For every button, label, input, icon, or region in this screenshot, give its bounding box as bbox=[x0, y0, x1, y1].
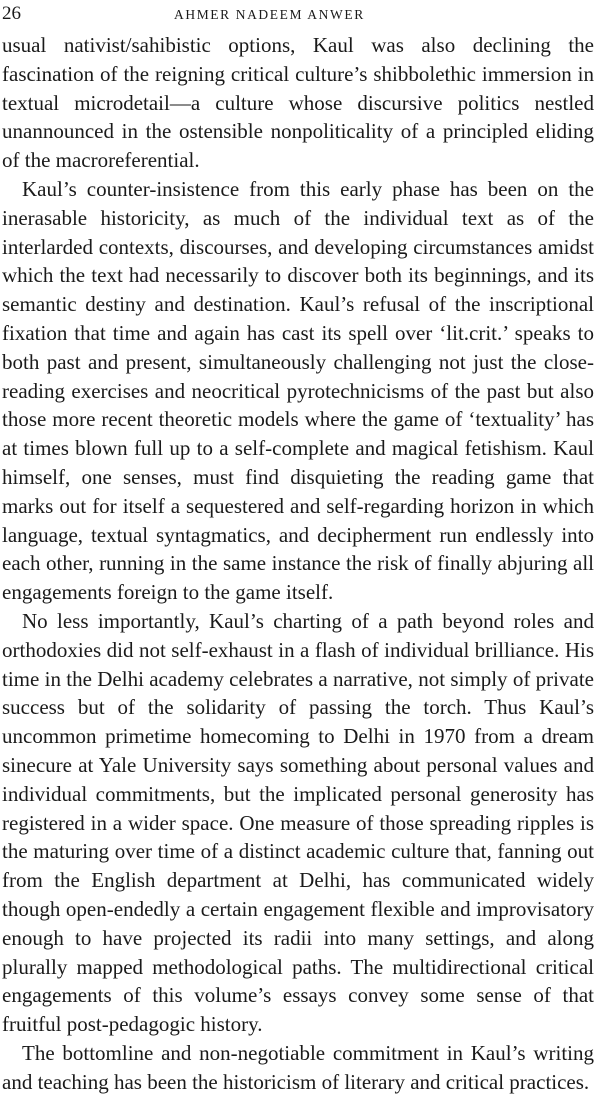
paragraph: The bottomline and non-negotiable commitment in Kaul’s writing and teaching has been the historicism of literary and critical practices. bbox=[2, 1040, 594, 1094]
page-number: 26 bbox=[2, 3, 21, 24]
running-title: AHMER NADEEM ANWER bbox=[174, 7, 365, 22]
paragraph: Kaul’s counter-insistence from this early phase has been on the inerasable historicity, as much of the individual text as of the interlarded contexts, discourses, and developing circumstances amidst which the text had necessarily to discover both its beginnings, and its semantic destiny and destination. Kaul’s refusal of the inscriptional fixation that time and again has cast its spell over ‘lit.crit.’ speaks to both past and present, simultaneously challenging not just the close-reading exercises and neocritical pyrotechnicisms of the past but also those more recent theoretic models where the game of ‘textuality’ has at times blown full up to a self-complete and magical fetishism. Kaul himself, one senses, must find disquieting the reading game that marks out for itself a sequestered and self-regarding horizon in which language, textual syntagmatics, and decipherment run endlessly into each other, running in the same instance the risk of finally abjuring all engagements foreign to the game itself. bbox=[2, 176, 594, 605]
running-head bbox=[2, 3, 594, 25]
paragraph: No less importantly, Kaul’s charting of a path beyond roles and orthodoxies did not self-exhaust in a flash of individual brilliance. His time in the Delhi academy celebrates a narrative, not simply of private success but of the solidarity of passing the torch. Thus Kaul’s uncommon primetime homecoming to Delhi in 1970 from a dream sinecure at Yale University says something about personal values and individual commitments, but the implicated personal generosity has registered in a wider space. One measure of those spreading ripples is the maturing over time of a distinct academic culture that, fanning out from the English department at Delhi, has communicated widely though open-endedly a certain engagement flexible and improvisatory enough to have projected its radii into many settings, and along plurally mapped methodological paths. The multidirectional critical engagements of this volume’s essays convey some sense of that fruitful post-pedagogic history. bbox=[2, 608, 594, 1037]
body-text bbox=[2, 31, 594, 1096]
paragraph-continued: usual nativist/sahibistic options, Kaul was also declining the fascination of the reigning critical culture’s shibbolethic immersion in textual microdetail—a culture whose discursive politics nestled unannounced in the ostensible nonpoliticality of a principled eliding of the macroreferential. bbox=[2, 33, 594, 173]
